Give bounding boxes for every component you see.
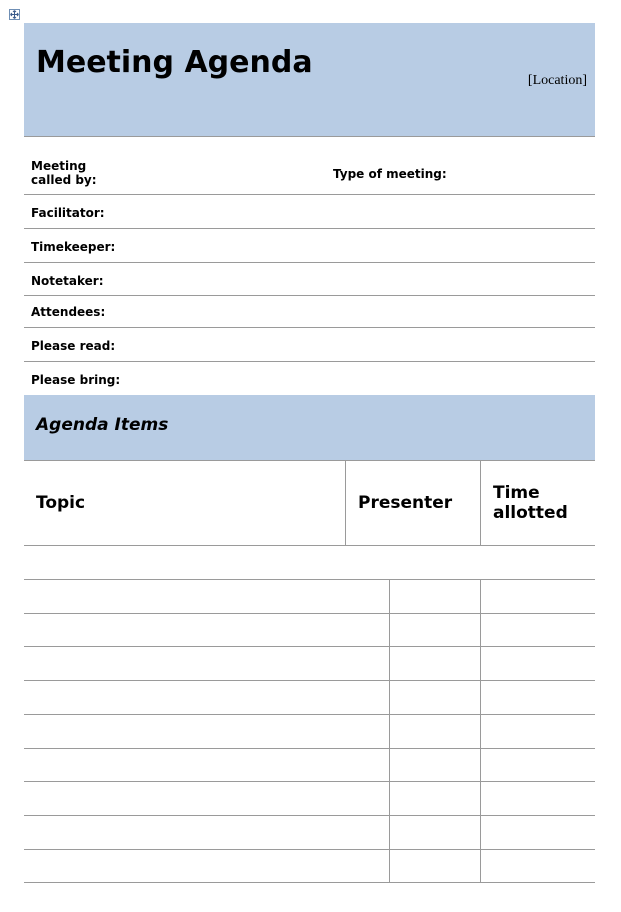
column-divider (345, 460, 346, 545)
presenter-cell[interactable] (389, 579, 480, 612)
time-allotted-line2: allotted (493, 503, 568, 523)
divider (24, 262, 595, 263)
time-cell[interactable] (480, 613, 595, 646)
move-handle-icon[interactable] (9, 9, 20, 20)
topic-cell[interactable] (24, 646, 389, 679)
column-divider (480, 460, 481, 545)
divider (24, 460, 595, 461)
attendees-label: Attendees: (31, 305, 106, 319)
presenter-cell[interactable] (389, 680, 480, 713)
please-bring-label: Please bring: (31, 373, 121, 387)
time-cell[interactable] (480, 646, 595, 679)
please-read-label: Please read: (31, 339, 116, 353)
page-title[interactable]: Meeting Agenda (36, 45, 313, 80)
time-cell[interactable] (480, 748, 595, 781)
time-cell[interactable] (480, 714, 595, 747)
divider (24, 545, 595, 546)
presenter-cell[interactable] (389, 849, 480, 882)
divider (24, 228, 595, 229)
called-by-label (31, 159, 97, 187)
topic-column-header: Topic (36, 493, 86, 513)
time-cell[interactable] (480, 815, 595, 848)
time-cell[interactable] (480, 849, 595, 882)
time-cell[interactable] (480, 680, 595, 713)
topic-cell[interactable] (24, 815, 389, 848)
notetaker-label: Notetaker: (31, 274, 104, 288)
agenda-items-band (24, 395, 595, 460)
time-cell[interactable] (480, 579, 595, 612)
presenter-cell[interactable] (389, 748, 480, 781)
presenter-cell[interactable] (389, 714, 480, 747)
presenter-cell[interactable] (389, 815, 480, 848)
topic-cell[interactable] (24, 579, 389, 612)
timekeeper-label: Timekeeper: (31, 240, 116, 254)
table-row (24, 882, 595, 883)
facilitator-label: Facilitator: (31, 206, 105, 220)
presenter-column-header: Presenter (358, 493, 453, 513)
topic-cell[interactable] (24, 748, 389, 781)
divider (24, 194, 595, 195)
time-allotted-line1: Time (493, 483, 540, 503)
called-by-label-line1: Meeting (31, 159, 87, 173)
agenda-items-title: Agenda Items (36, 415, 169, 435)
topic-cell[interactable] (24, 680, 389, 713)
topic-cell[interactable] (24, 849, 389, 882)
topic-cell[interactable] (24, 613, 389, 646)
type-of-meeting-label: Type of meeting: (333, 167, 447, 181)
presenter-cell[interactable] (389, 646, 480, 679)
presenter-cell[interactable] (389, 781, 480, 814)
called-by-label-line2: called by: (31, 173, 97, 187)
column-divider (480, 579, 481, 882)
divider (24, 295, 595, 296)
time-allotted-column-header (493, 483, 568, 523)
column-divider (389, 579, 390, 882)
divider (24, 327, 595, 328)
header-banner (24, 23, 595, 137)
topic-cell[interactable] (24, 714, 389, 747)
presenter-cell[interactable] (389, 613, 480, 646)
divider (24, 361, 595, 362)
location-field[interactable]: [Location] (527, 73, 587, 88)
topic-cell[interactable] (24, 781, 389, 814)
time-cell[interactable] (480, 781, 595, 814)
